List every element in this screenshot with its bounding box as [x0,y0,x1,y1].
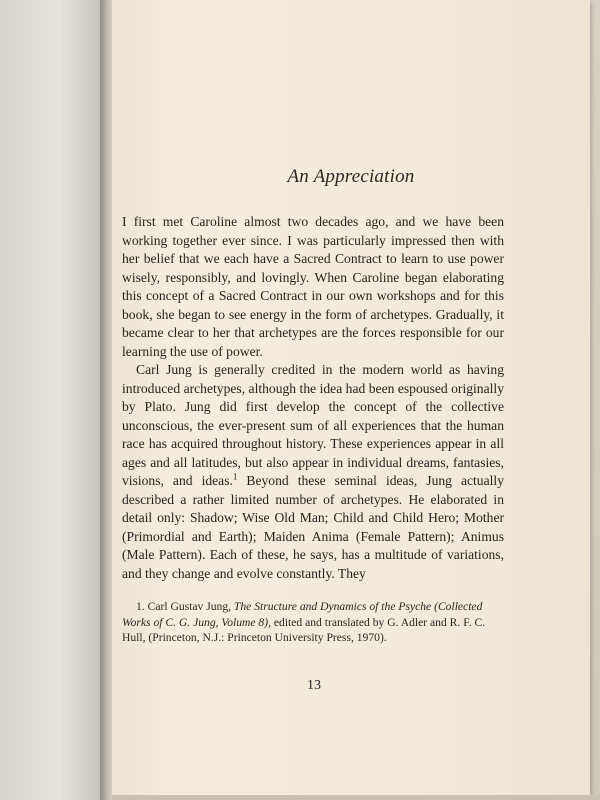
footnote-author: Carl Gustav Jung, [147,600,232,613]
left-page-edge [0,0,108,800]
footnote-reference: 1 [232,471,238,482]
chapter-title: An Appreciation [287,166,415,187]
footnote-number: 1. [136,600,145,613]
book-page [112,0,590,795]
page-number: 13 [307,678,321,693]
footnote-details: , edited and translated by G. Adler and R. F. C. Hull, (Princeton, N.J.: Princeton University Press, 1970). [122,615,486,644]
paragraph-2 [122,361,504,583]
body-text [122,213,504,583]
paragraph-2-part-2: Beyond these seminal ideas, Jung actually described a rather limited number of archetypes. He elaborated in detail only: Shadow; Wise Old Man; Child and Child Hero; Mother (Primordial and Earth); Maiden Anima (Female Pattern); Animus (Male Pattern). Each of these, he says, has a multitude of variations, and they change and evolve constantly. They [122,473,504,581]
page-bottom-edge [112,795,600,800]
footnote-work-title: The Structure and Dynamics of the Psyche (Collected Works of C. G. Jung, Volume 8) [122,600,483,629]
footnote [122,599,504,646]
paragraph-2-part-1: Carl Jung is generally credited in the modern world as having introduced archetypes, although the idea had been espoused originally by Plato. Jung did first develop the concept of the collective unconscious, the ever-present sum of all experiences that the human race has acquired throughout history. These experiences appear in all ages and all latitudes, but also appear in individual dreams, fantasies, visions, and ideas. [122,362,504,488]
paragraph-1: I first met Caroline almost two decades ago, and we have been working together ever since. I was particularly impressed then with her belief that we each have a Sacred Contract to learn to use power wisely, responsibly, and lovingly. When Caroline began elaborating this concept of a Sacred Contract in our own workshops and for this book, she began to see energy in the form of archetypes. Gradually, it became clear to her that archetypes are the forces responsible for our learning the use of power. [122,214,504,359]
